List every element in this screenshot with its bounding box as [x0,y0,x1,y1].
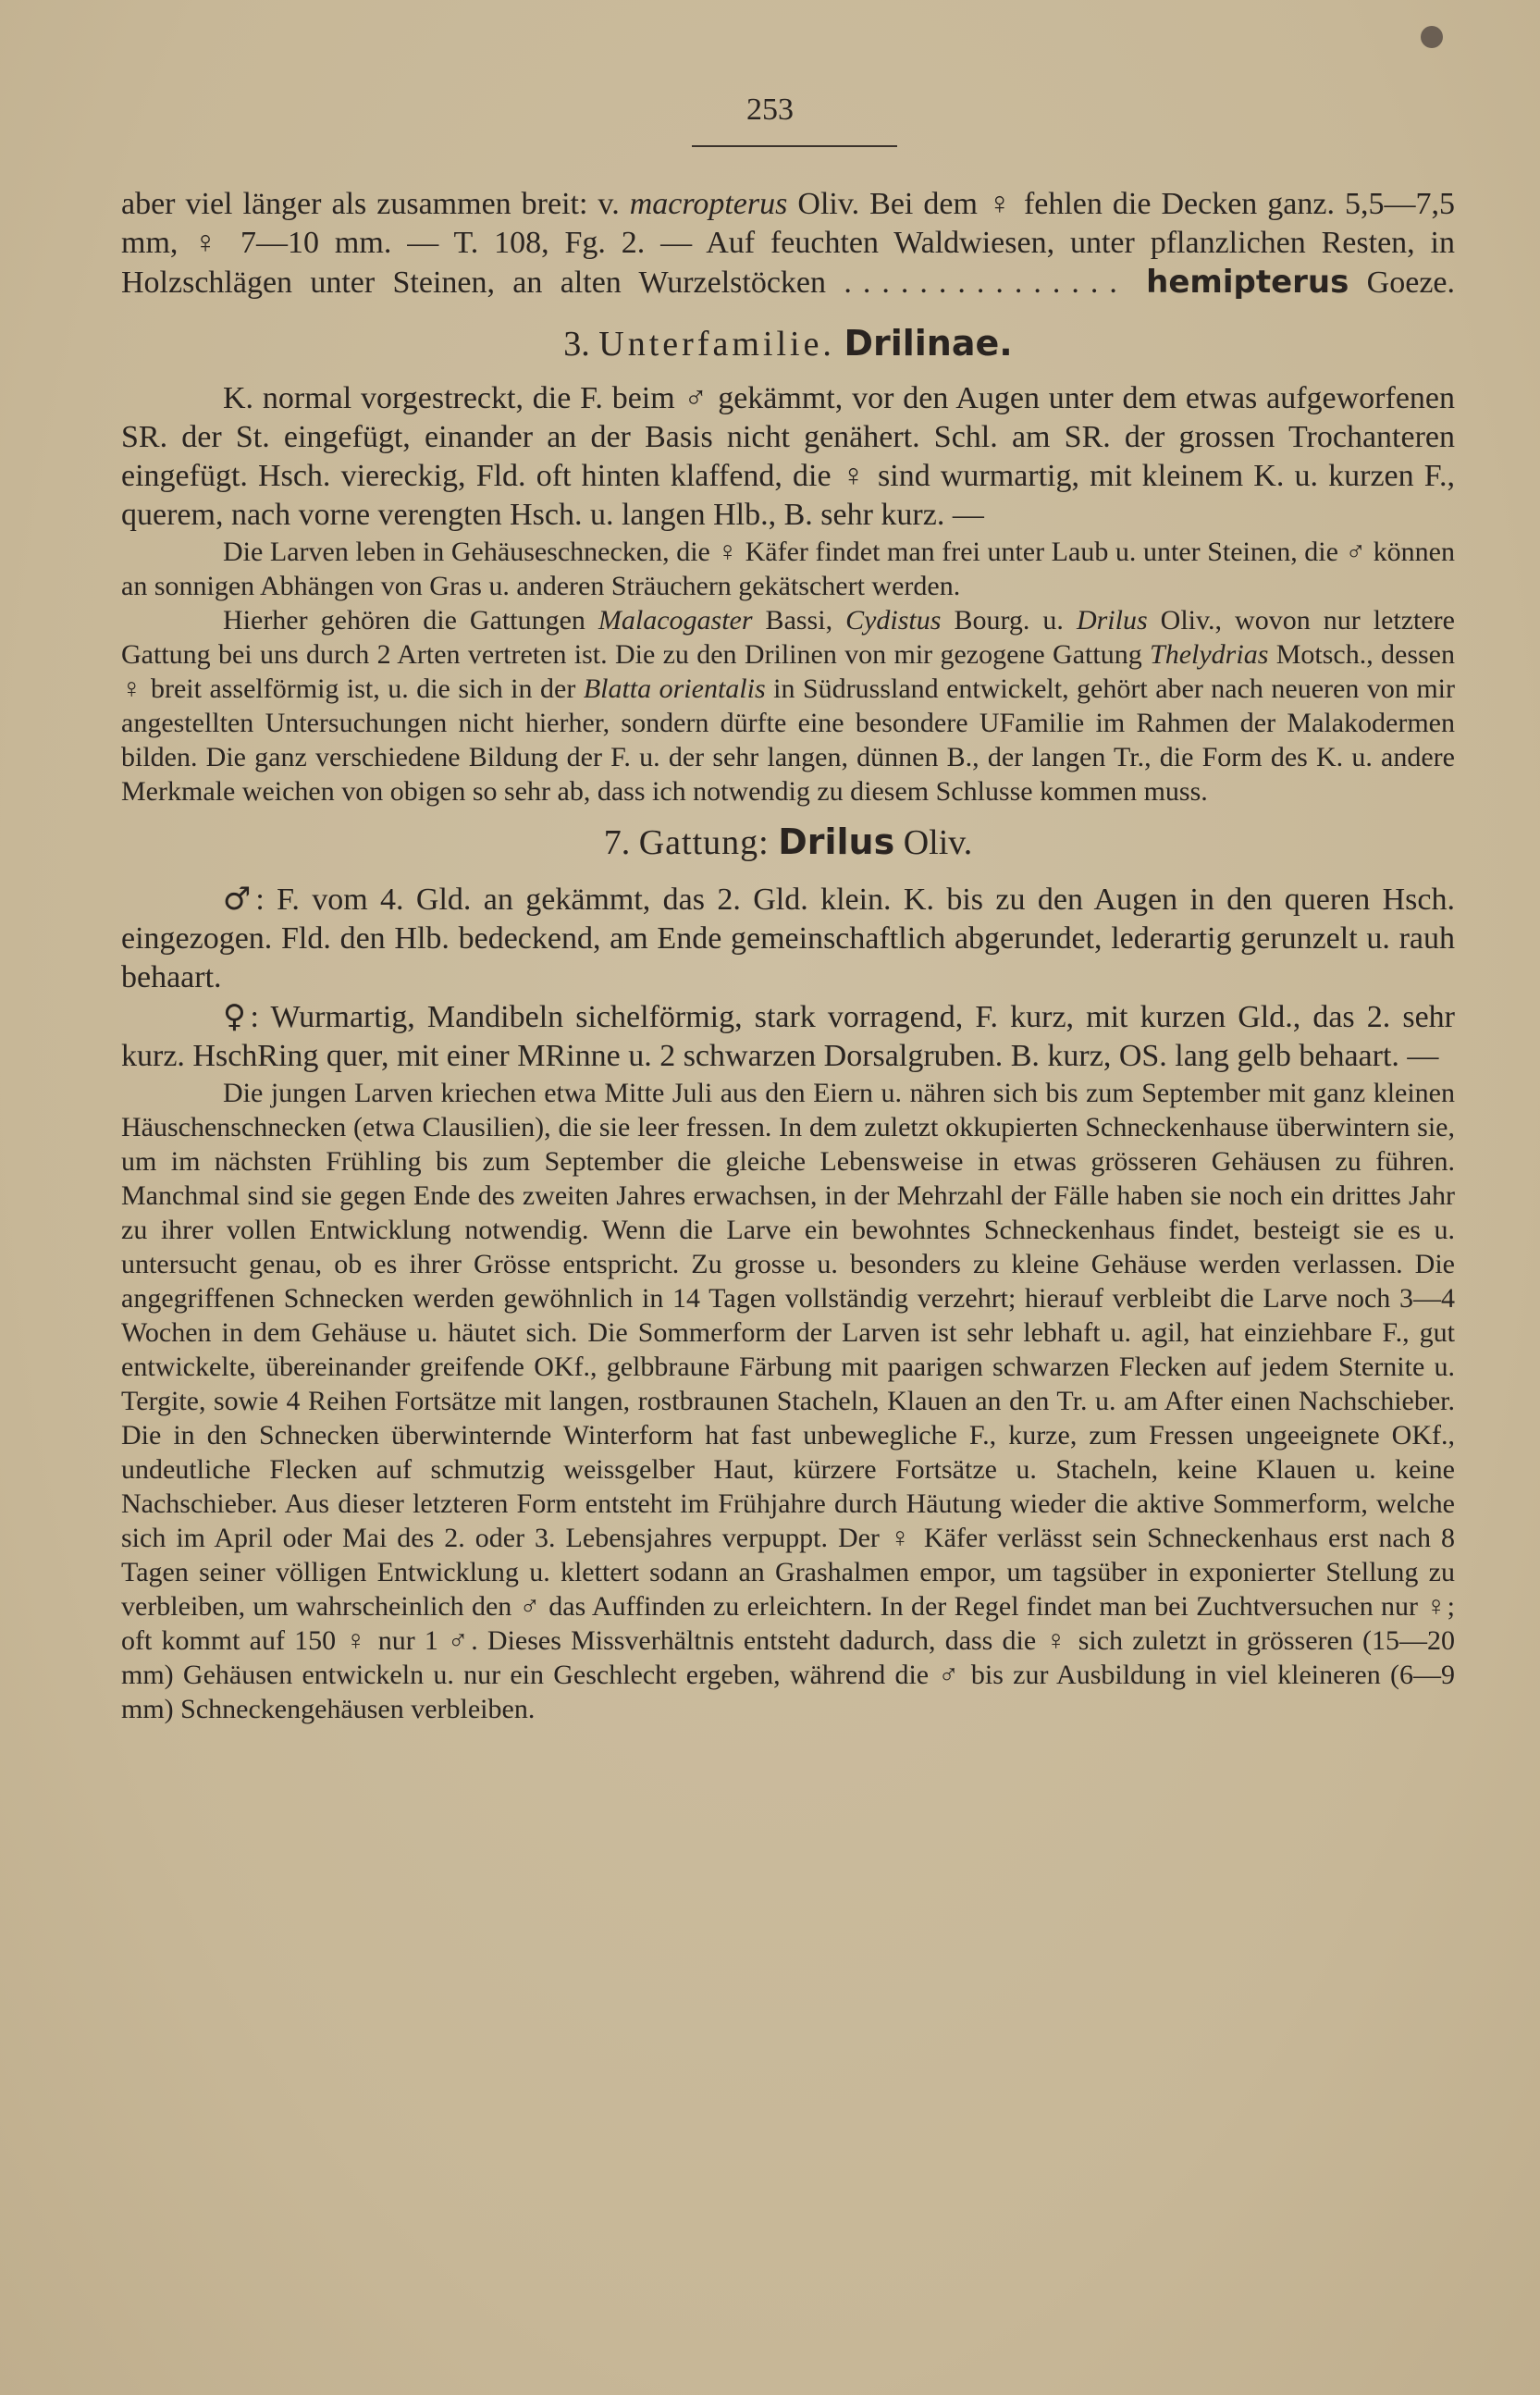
page-number-rule [692,145,897,147]
male-symbol: ♂ [223,881,256,918]
genera-text-3: Bourg. u. [941,605,1077,636]
species-name: hemipterus [1146,264,1349,301]
subfamily-heading [121,323,1455,364]
female-description [121,997,1455,1076]
genera-text-1: Hierher gehören die Gattungen [223,605,598,636]
species-blatta-orientalis: Blatta orientalis [583,673,766,704]
genus-drilus: Drilus [1076,605,1148,636]
genus-name: Drilus [778,821,895,862]
biology-paragraph: Die jungen Larven kriechen etwa Mitte Juli aus den Eiern u. nähren sich bis zum September mit ganz kleinen Häuschenschnecken (etwa Clausilien), die sie leer fressen. In dem zuletzt okkupierten Schneckenhause überwintern sie, um im nächsten Frühling bis zum September die gleiche Lebensweise in etwas grösseren Gehäusen zu führen. Manchmal sind sie gegen Ende des zweiten Jahres erwachsen, in der Mehrzahl der Fälle haben sie noch ein drittes Jahr zu ihrer vollen Entwicklung notwendig. Wenn die Larve ein bewohntes Schneckenhaus findet, besteigt sie es u. untersucht genau, ob es ihrer Grösse entspricht. Zu grosse u. besonders zu kleine Gehäuse werden verlassen. Die angegriffenen Schnecken werden gewöhnlich in 14 Tagen vollständig verzehrt; hierauf verbleibt die Larve noch 3—4 Wochen in dem Gehäuse u. häutet sich. Die Sommerform der Larven ist sehr lebhaft u. agil, hat einziehbare F., gut entwickelte, übereinander greifende OKf., gelbbraune Färbung mit paarigen schwarzen Flecken auf jedem Sternite u. Tergite, sowie 4 Reihen Fortsätze mit langen, rostbraunen Stacheln, Klauen an den Tr. u. am After einen Nachschieber. Die in den Schnecken überwinternde Winterform hat fast unbewegliche F., kurze, zum Fressen ungeeignete OKf., undeutliche Flecken auf schmutzig weissgelber Haut, kürzere Fortsätze u. Stacheln, keine Klauen u. keine Nachschieber. Aus dieser letzteren Form entsteht im Frühjahre durch Häutung wieder die aktive Sommerform, welche sich im April oder Mai des 2. oder 3. Lebensjahres verpuppt. Der ♀ Käfer verlässt sein Schneckenhaus erst nach 8 Tagen seiner völligen Entwicklung u. klettert sodann an Grashalmen empor, um tagsüber in exponierter Stellung zu verbleiben, um wahrscheinlich den ♂ das Auffinden zu erleichtern. In der Regel findet man bei Zuchtversuchen nur ♀; oft kommt auf 150 ♀ nur 1 ♂. Dieses Missverhältnis entsteht dadurch, dass die ♀ sich zuletzt in grösseren (15—20 mm) Gehäusen entwickeln u. nur ein Geschlecht ergeben, während die ♂ bis zur Ausbildung in viel kleineren (6—9 mm) Schneckengehäusen verbleiben. [121,1078,1455,1724]
continuation-text: aber viel länger als zusammen breit: v. [121,187,630,221]
page-number: 253 [746,93,794,127]
leader-dots: ............... [844,265,1128,300]
genera-text-4: Oliv., wovon nur letztere Gattung bei uns durch 2 Arten vertreten ist. Die zu den Drilinen von mir gezogene Gattung [121,605,1455,670]
subfamily-label: Unterfamilie. [598,325,835,364]
text-column [121,185,1455,1726]
subfamily-number: 3. [563,325,599,364]
genus-thelydrias: Thelydrias [1150,639,1269,670]
male-description [121,880,1455,997]
male-text: : F. vom 4. Gld. an gekämmt, das 2. Gld. klein. K. bis zu den Augen in den queren Hsch. eingezogen. Fld. den Hlb. bedeckend, am Ende gemeinschaftlich abgerundet, lederartig gerunzelt u. rauh behaart. [121,883,1455,994]
genera-text-5: Motsch., dessen ♀ breit asselförmig ist, u. die sich in der [121,639,1455,704]
female-symbol: ♀ [223,998,251,1035]
species-continuation [121,185,1455,302]
continuation-text-2: Oliv. Bei dem ♀ fehlen die Decken ganz. 5,5—7,5 mm, ♀ 7—10 mm. — T. 108, Fg. 2. — Auf feuchten Waldwiesen, unter pflanzlichen Resten, in Holzschlägen unter Steinen, an alten Wurzelstöcken [121,187,1455,300]
ink-spot [1421,26,1443,48]
genera-text-2: Bassi, [752,605,846,636]
genus-number: 7. [603,823,639,862]
genus-label: Gattung: [638,823,770,862]
genera-text-6: in Südrussland entwickelt, gehört aber nach neueren von mir angestellten Untersuchungen nicht hierher, sondern dürfte eine besondere UFamilie im Rahmen der Malakodermen bilden. Die ganz verschiedene Bildung der F. u. der sehr langen, dünnen B., der langen Tr., die Form des K. u. andere Merkmale weichen von obigen so sehr ab, dass ich notwendig zu diesem Schlusse kommen muss. [121,673,1455,807]
subfamily-name: Drilinae. [844,323,1013,364]
genus-malacogaster: Malacogaster [598,605,753,636]
subfamily-description: K. normal vorgestreckt, die F. beim ♂ gekämmt, vor den Augen unter dem etwas aufgeworfenen SR. der St. eingefügt, einander an der Basis nicht genähert. Schl. am SR. der grossen Trochanteren eingefügt. Hsch. viereckig, Fld. oft hinten klaffend, die ♀ sind wurmartig, mit kleinem K. u. kurzen F., querem, nach vorne verengten Hsch. u. langen Hlb., B. sehr kurz. — [121,381,1455,532]
female-text: : Wurmartig, Mandibeln sichelförmig, stark vorragend, F. kurz, mit kurzen Gld., das 2. sehr kurz. HschRing quer, mit einer MRinne u. 2 schwarzen Dorsalgruben. B. kurz, OS. lang gelb behaart. — [121,1000,1455,1073]
genus-heading [121,821,1455,863]
genus-author: Oliv. [894,823,973,862]
species-author: Goeze. [1349,265,1456,300]
genera-paragraph [121,603,1455,809]
subfamily-larvae: Die Larven leben in Gehäuseschnecken, die ♀ Käfer findet man frei unter Laub u. unter Steinen, die ♂ können an sonnigen Abhängen von Gras u. anderen Sträuchern gekätschert werden. [121,537,1455,601]
variety-name: macropterus [629,187,788,221]
genus-cydistus: Cydistus [845,605,942,636]
